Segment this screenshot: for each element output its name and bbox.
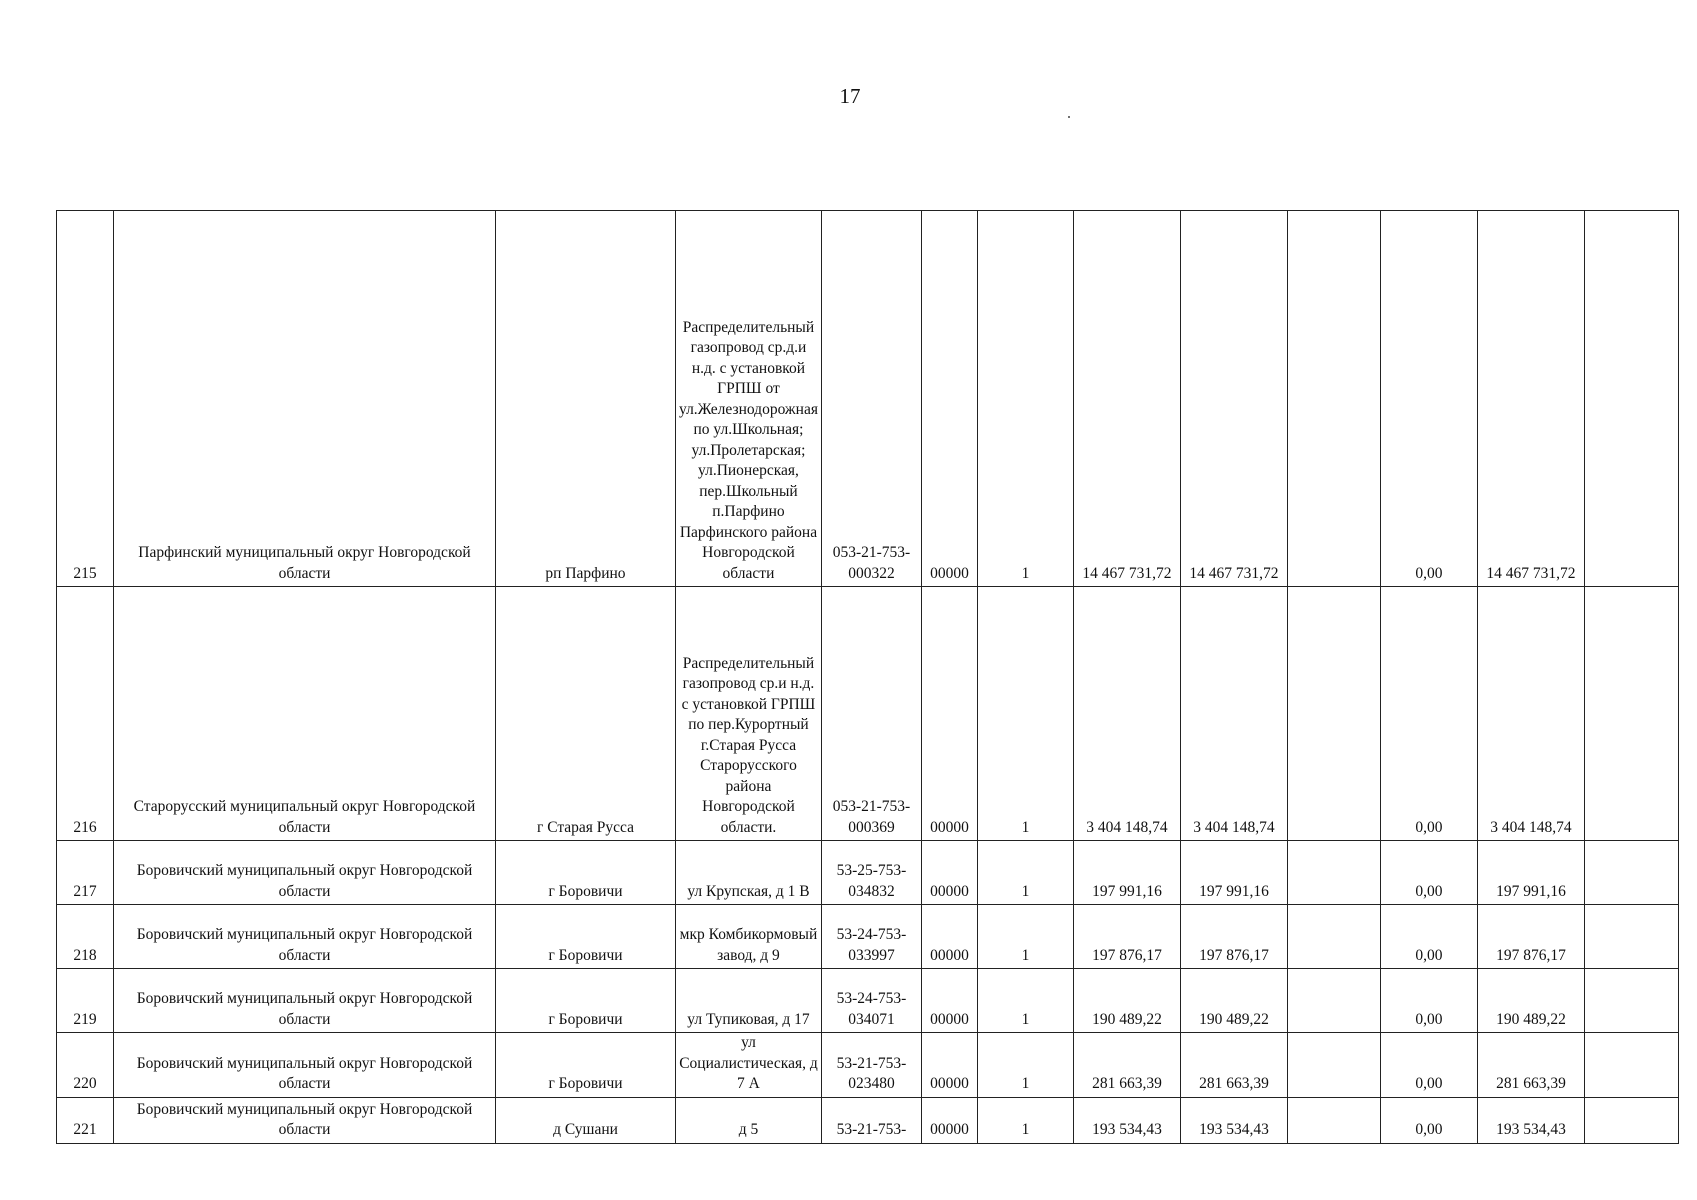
sum-b-cell <box>1287 905 1380 969</box>
page-number: 17 <box>839 84 861 108</box>
table-row <box>57 1097 1679 1143</box>
extra-cell <box>1584 1033 1678 1098</box>
sum-d-cell: 190 489,22 <box>1477 969 1584 1033</box>
total-sum-cell: 14 467 731,72 <box>1073 211 1180 587</box>
sum-d-cell: 3 404 148,74 <box>1477 587 1584 841</box>
count-cell: 1 <box>977 1097 1073 1143</box>
count-cell: 1 <box>977 1033 1073 1098</box>
sum-a-cell: 197 876,17 <box>1180 905 1287 969</box>
object-code-cell: 53-21-753-023480 <box>821 1033 921 1098</box>
sum-d-cell: 14 467 731,72 <box>1477 211 1584 587</box>
table-row <box>57 905 1679 969</box>
object-code-cell: 53-25-753-034832 <box>821 841 921 905</box>
municipality-cell: Боровичский муниципальный округ Новгородской области <box>114 841 496 905</box>
sum-c-cell: 0,00 <box>1380 587 1477 841</box>
settlement-cell: д Сушани <box>496 1097 676 1143</box>
sum-c-cell: 0,00 <box>1380 211 1477 587</box>
register-table-body <box>57 211 1679 1144</box>
object-address-cell: ул Социалистическая, д 7 А <box>676 1033 822 1098</box>
sum-a-cell: 281 663,39 <box>1180 1033 1287 1098</box>
sum-c-cell: 0,00 <box>1380 1097 1477 1143</box>
municipality-cell: Старорусский муниципальный округ Новгородской области <box>114 587 496 841</box>
total-sum-cell: 190 489,22 <box>1073 969 1180 1033</box>
sum-b-cell <box>1287 587 1380 841</box>
total-sum-cell: 193 534,43 <box>1073 1097 1180 1143</box>
municipality-cell: Боровичский муниципальный округ Новгородской области <box>114 969 496 1033</box>
table-row <box>57 587 1679 841</box>
sum-a-cell: 190 489,22 <box>1180 969 1287 1033</box>
municipality-cell: Парфинский муниципальный округ Новгородской области <box>114 211 496 587</box>
object-address-cell: ул Крупская, д 1 В <box>676 841 822 905</box>
code-suffix-cell: 00000 <box>921 841 977 905</box>
settlement-cell: г Боровичи <box>496 841 676 905</box>
extra-cell <box>1584 211 1678 587</box>
sum-b-cell <box>1287 841 1380 905</box>
object-code-cell: 053-21-753-000369 <box>821 587 921 841</box>
row-number: 215 <box>57 211 114 587</box>
sum-b-cell <box>1287 1097 1380 1143</box>
total-sum-cell: 197 991,16 <box>1073 841 1180 905</box>
register-table <box>56 210 1679 1144</box>
sum-d-cell: 197 991,16 <box>1477 841 1584 905</box>
code-suffix-cell: 00000 <box>921 905 977 969</box>
total-sum-cell: 197 876,17 <box>1073 905 1180 969</box>
sum-a-cell: 3 404 148,74 <box>1180 587 1287 841</box>
count-cell: 1 <box>977 841 1073 905</box>
table-row <box>57 841 1679 905</box>
settlement-cell: рп Парфино <box>496 211 676 587</box>
row-number: 216 <box>57 587 114 841</box>
object-code-cell: 53-21-753- <box>821 1097 921 1143</box>
settlement-cell: г Боровичи <box>496 1033 676 1098</box>
sum-d-cell: 197 876,17 <box>1477 905 1584 969</box>
count-cell: 1 <box>977 905 1073 969</box>
table-row <box>57 1033 1679 1098</box>
extra-cell <box>1584 1097 1678 1143</box>
sum-c-cell: 0,00 <box>1380 905 1477 969</box>
count-cell: 1 <box>977 969 1073 1033</box>
object-address-cell: Распределительный газопровод ср.д.и н.д. с установкой ГРПШ от ул.Железнодорожная по ул.Школьная; ул.Пролетарская; ул.Пионерская, пер.Школьный п.Парфино Парфинского района Новгородской области <box>676 211 822 587</box>
sum-b-cell <box>1287 969 1380 1033</box>
settlement-cell: г Старая Русса <box>496 587 676 841</box>
table-row <box>57 969 1679 1033</box>
object-address-cell: ул Тупиковая, д 17 <box>676 969 822 1033</box>
row-number: 220 <box>57 1033 114 1098</box>
code-suffix-cell: 00000 <box>921 1097 977 1143</box>
sum-d-cell: 281 663,39 <box>1477 1033 1584 1098</box>
extra-cell <box>1584 905 1678 969</box>
settlement-cell: г Боровичи <box>496 905 676 969</box>
code-suffix-cell: 00000 <box>921 587 977 841</box>
object-address-cell: д 5 <box>676 1097 822 1143</box>
sum-a-cell: 193 534,43 <box>1180 1097 1287 1143</box>
extra-cell <box>1584 969 1678 1033</box>
object-code-cell: 053-21-753-000322 <box>821 211 921 587</box>
sum-c-cell: 0,00 <box>1380 841 1477 905</box>
total-sum-cell: 3 404 148,74 <box>1073 587 1180 841</box>
count-cell: 1 <box>977 211 1073 587</box>
table-row <box>57 211 1679 587</box>
code-suffix-cell: 00000 <box>921 1033 977 1098</box>
sum-c-cell: 0,00 <box>1380 1033 1477 1098</box>
sum-b-cell <box>1287 1033 1380 1098</box>
count-cell: 1 <box>977 587 1073 841</box>
municipality-cell: Боровичский муниципальный округ Новгородской области <box>114 905 496 969</box>
code-suffix-cell: 00000 <box>921 211 977 587</box>
row-number: 221 <box>57 1097 114 1143</box>
object-address-cell: мкр Комбикормовый завод, д 9 <box>676 905 822 969</box>
sum-a-cell: 197 991,16 <box>1180 841 1287 905</box>
sum-d-cell: 193 534,43 <box>1477 1097 1584 1143</box>
code-suffix-cell: 00000 <box>921 969 977 1033</box>
municipality-cell: Боровичский муниципальный округ Новгородской области <box>114 1097 496 1143</box>
settlement-cell: г Боровичи <box>496 969 676 1033</box>
object-code-cell: 53-24-753-033997 <box>821 905 921 969</box>
row-number: 218 <box>57 905 114 969</box>
municipality-cell: Боровичский муниципальный округ Новгородской области <box>114 1033 496 1098</box>
row-number: 217 <box>57 841 114 905</box>
sum-c-cell: 0,00 <box>1380 969 1477 1033</box>
scan-speck <box>1068 116 1070 118</box>
total-sum-cell: 281 663,39 <box>1073 1033 1180 1098</box>
sum-a-cell: 14 467 731,72 <box>1180 211 1287 587</box>
object-address-cell: Распределительный газопровод ср.и н.д. с установкой ГРПШ по пер.Курортный г.Старая Русса Старорусского района Новгородской области. <box>676 587 822 841</box>
sum-b-cell <box>1287 211 1380 587</box>
extra-cell <box>1584 587 1678 841</box>
row-number: 219 <box>57 969 114 1033</box>
extra-cell <box>1584 841 1678 905</box>
object-code-cell: 53-24-753-034071 <box>821 969 921 1033</box>
